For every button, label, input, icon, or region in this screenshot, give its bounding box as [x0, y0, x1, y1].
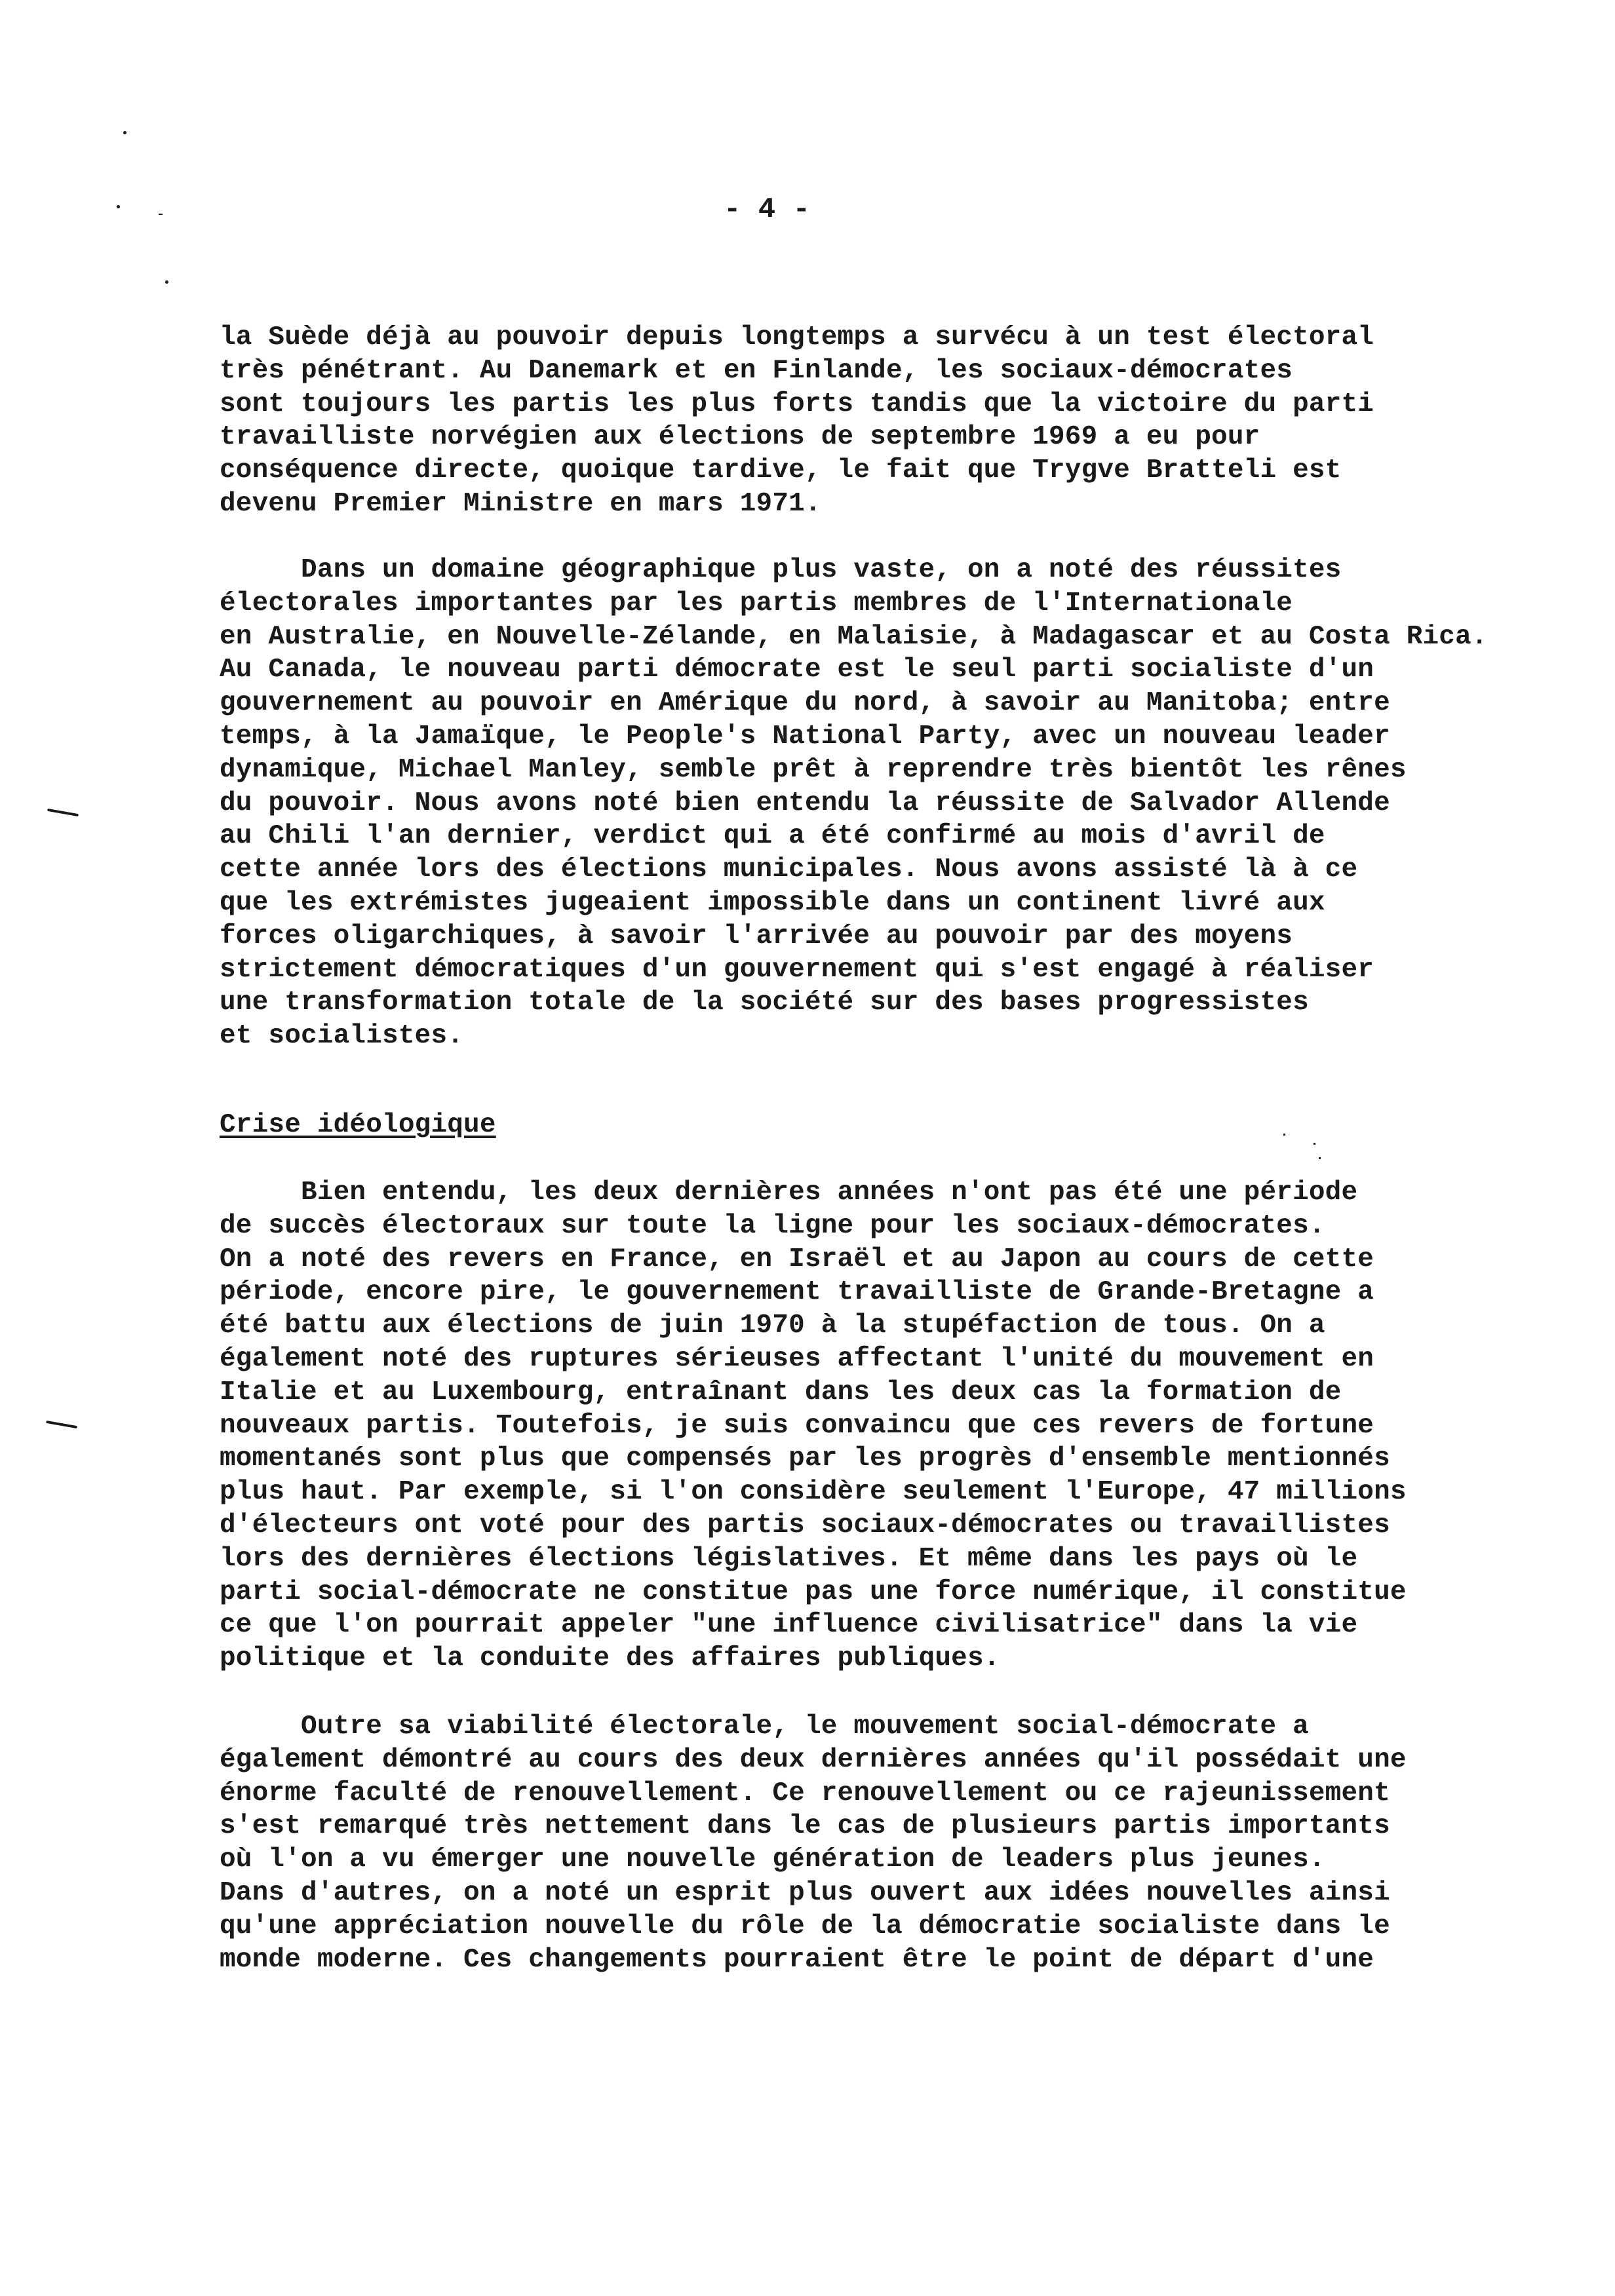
paragraph-domaine-geographique: Dans un domaine géographique plus vaste, on a noté des réussites électorales importantes par les partis membres de l'Internationale en Australie, en Nouvelle-Zélande, en Malaisie, à Madagascar et au Costa Rica. Au Canada, le nouveau parti démocrate est le seul parti socialiste d'un gouvernement au pouvoir en Amérique du nord, à savoir au Manitoba; entre temps, à la Jamaïque, le People's National Party, avec un nouveau leader dynamique, Michael Manley, semble prêt à reprendre très bientôt les rênes du pouvoir. Nous avons noté bien entendu la réussite de Salvador Allende au Chili l'an dernier, verdict qui a été confirmé au mois d'avril de cette année lors des élections municipales. Nous avons assisté là à ce que les extrémistes jugeaient impossible dans un continent livré aux forces oligarchiques, à savoir l'arrivée au pouvoir par des moyens strictement démocratiques d'un gouvernement qui s'est engagé à réaliser une transformation totale de la société sur des bases progressistes et socialistes.	[220, 555, 1488, 1052]
section-heading: Crise idéologique	[220, 1110, 496, 1140]
paragraph-suede: la Suède déjà au pouvoir depuis longtemps a survécu à un test électoral très pénétrant. Au Danemark et en Finlande, les sociaux-démocrates sont toujours les partis les plus forts tandis que la victoire du parti travailliste norvégien aux élections de septembre 1969 a eu pour conséquence directe, quoique tardive, le fait que Trygve Bratteli est devenu Premier Ministre en mars 1971.	[220, 322, 1374, 519]
scan-speck	[123, 131, 126, 134]
scan-speck	[159, 214, 163, 215]
scan-speck	[1319, 1157, 1321, 1159]
page-number: - 4 -	[723, 193, 811, 226]
binder-hole-mark	[47, 809, 79, 816]
paragraph-revers-electoraux: Bien entendu, les deux dernières années n'ont pas été une période de succès électoraux sur toute la ligne pour les sociaux-démocrates. On a noté des revers en France, en Israël et au Japon au cours de cette période, encore pire, le gouvernement travailliste de Grande-Bretagne a été battu aux élections de juin 1970 à la stupéfaction de tous. On a également noté des ruptures sérieuses affectant l'unité du mouvement en Italie et au Luxembourg, entraînant dans les deux cas la formation de nouveaux partis. Toutefois, je suis convaincu que ces revers de fortune momentanés sont plus que compensés par les progrès d'ensemble mentionnés plus haut. Par exemple, si l'on considère seulement l'Europe, 47 millions d'électeurs ont voté pour des partis sociaux-démocrates ou travaillistes lors des dernières élections législatives. Et même dans les pays où le parti social-démocrate ne constitue pas une force numérique, il constitue ce que l'on pourrait appeler "une influence civilisatrice" dans la vie politique et la conduite des affaires publiques.	[220, 1177, 1407, 1674]
paragraph-viabilite-electorale: Outre sa viabilité électorale, le mouvement social-démocrate a également démontré au cours des deux dernières années qu'il possédait une énorme faculté de renouvellement. Ce renouvellement ou ce rajeunissement s'est remarqué très nettement dans le cas de plusieurs partis importants où l'on a vu émerger une nouvelle génération de leaders plus jeunes. Dans d'autres, on a noté un esprit plus ouvert aux idées nouvelles ainsi qu'une appréciation nouvelle du rôle de la démocratie socialiste dans le monde moderne. Ces changements pourraient être le point de départ d'une	[220, 1712, 1407, 1975]
scan-speck	[1313, 1143, 1315, 1145]
scan-speck	[117, 205, 120, 208]
binder-hole-mark	[46, 1421, 77, 1428]
scan-speck	[165, 280, 168, 284]
